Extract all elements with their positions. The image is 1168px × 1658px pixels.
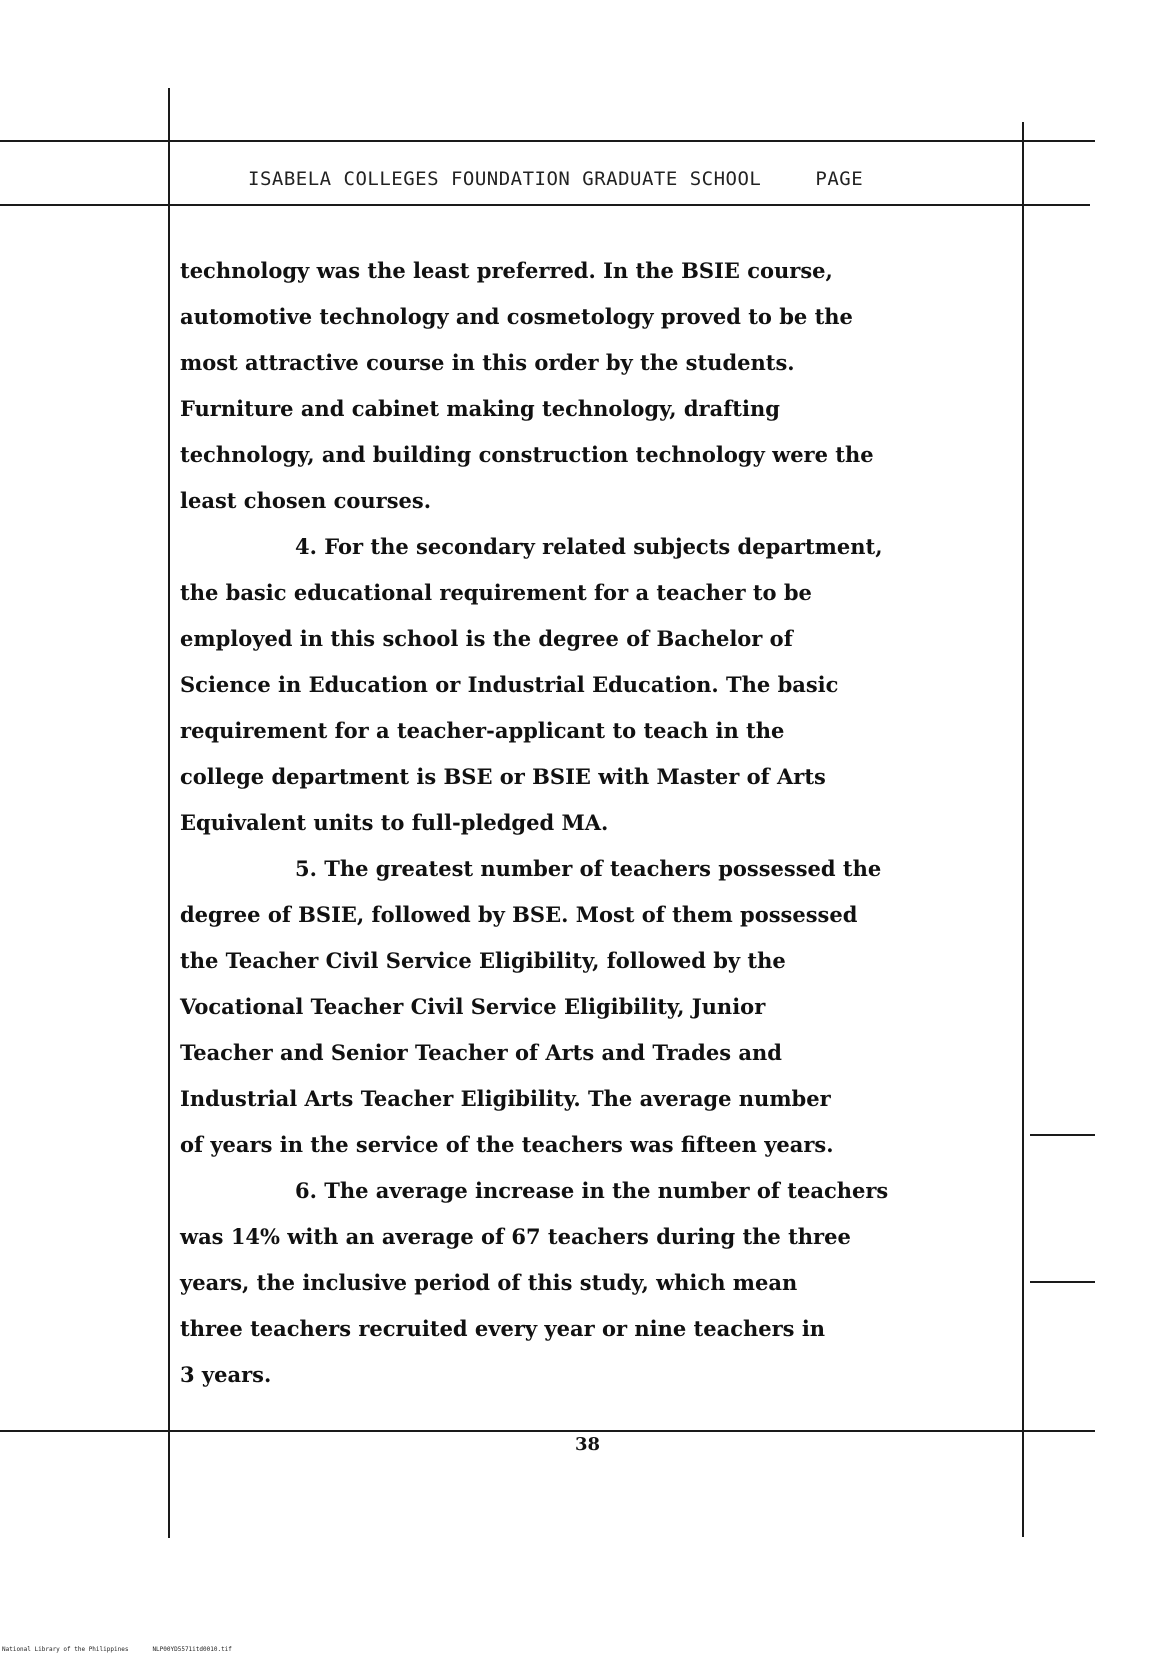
header-title: ISABELA COLLEGES FOUNDATION GRADUATE SCHOOL [248,168,762,190]
text-line: 6. The average increase in the number of teachers [295,1178,889,1203]
text-line: was 14% with an average of 67 teachers during the three [180,1224,851,1249]
text-line: technology was the least preferred. In the BSIE course, [180,258,833,283]
text-line: the Teacher Civil Service Eligibility, followed by the [180,948,786,973]
footer-library: National Library of the Philippines [2,1646,129,1653]
text-line: Industrial Arts Teacher Eligibility. The average number [180,1086,831,1111]
text-line: Equivalent units to full-pledged MA. [180,810,609,835]
bottom-rule [0,1430,1095,1432]
footer-file: NLP00YD5571itd0010.tif [152,1646,232,1653]
text-line: 3 years. [180,1362,272,1387]
text-line: automotive technology and cosmetology proved to be the [180,304,853,329]
text-line: Vocational Teacher Civil Service Eligibility, Junior [180,994,766,1019]
text-line: Science in Education or Industrial Education. The basic [180,672,839,697]
text-line: least chosen courses. [180,488,432,513]
text-line: employed in this school is the degree of Bachelor of [180,626,793,651]
top-rule [0,140,1095,142]
page-header [248,168,863,190]
text-line: the basic educational requirement for a teacher to be [180,580,812,605]
text-line: college department is BSE or BSIE with Master of Arts [180,764,826,789]
text-line: Furniture and cabinet making technology, drafting [180,396,780,421]
text-line: technology, and building construction technology were the [180,442,874,467]
text-line: requirement for a teacher-applicant to teach in the [180,718,785,743]
text-line: Teacher and Senior Teacher of Arts and Trades and [180,1040,782,1065]
text-line: 5. The greatest number of teachers possessed the [295,856,882,881]
text-line: three teachers recruited every year or nine teachers in [180,1316,826,1341]
right-margin-rule [1022,122,1024,1537]
right-tick-rule-1 [1030,1134,1095,1136]
left-margin-rule [168,88,170,1538]
text-line: years, the inclusive period of this study, which mean [180,1270,798,1295]
text-line: of years in the service of the teachers was fifteen years. [180,1132,834,1157]
text-line: 4. For the secondary related subjects department, [295,534,883,559]
page-number: 38 [575,1434,601,1455]
text-line: most attractive course in this order by the students. [180,350,795,375]
text-line: degree of BSIE, followed by BSE. Most of them possessed [180,902,858,927]
header-rule [0,204,1090,206]
right-tick-rule-2 [1030,1281,1095,1283]
header-page-label: PAGE [815,168,864,190]
scan-footer [2,1646,232,1653]
